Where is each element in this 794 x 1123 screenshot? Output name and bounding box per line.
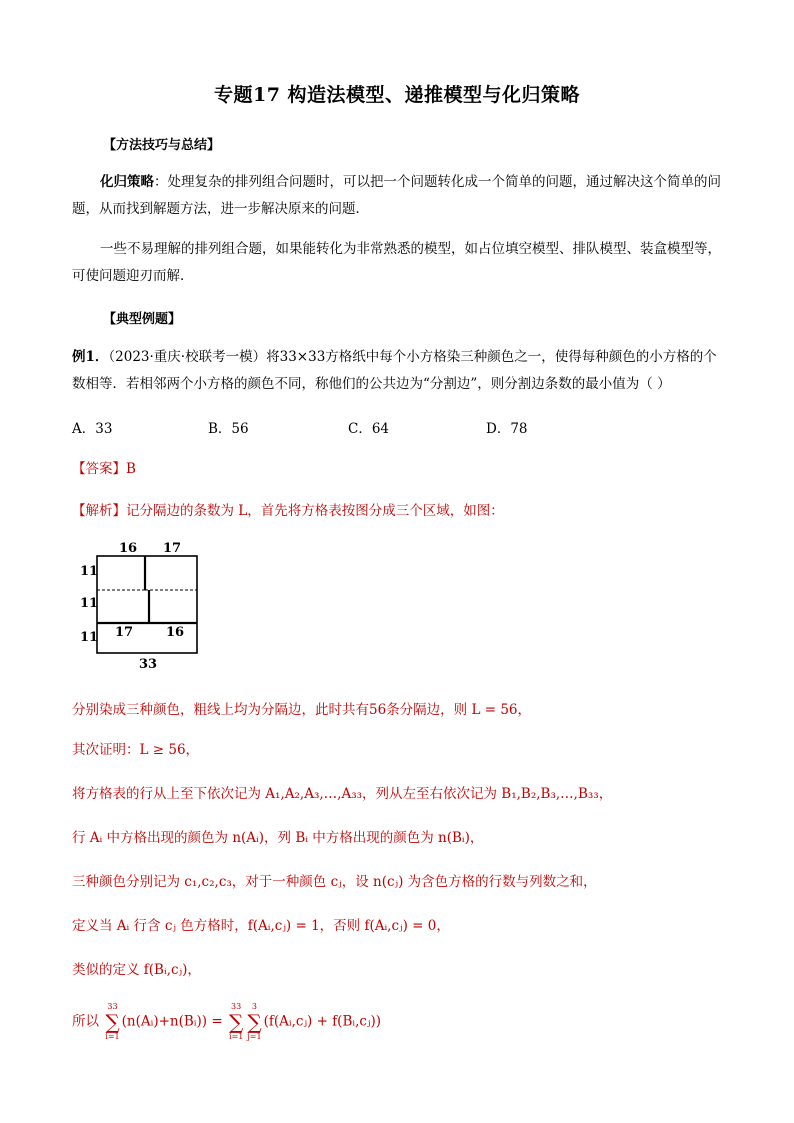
sum-over-j [247,1002,261,1042]
paragraph-reduction-strategy [72,169,724,223]
example-text: 将33×33方格纸中每个小方格染三种颜色之一，使得每种颜色的小方格的个数相等．若相邻两个小方格的颜色不同，称他们的公共边为“分割边”，则分割边条数的最小值为（ ） [72,349,717,392]
answer-line [72,457,136,477]
label-top-right: 17 [163,541,182,556]
term-reduction-strategy: 化归策略 [100,174,154,190]
solution-line-4: 行 Aᵢ 中方格出现的颜色为 n(Aᵢ)，列 Bᵢ 中方格出现的颜色为 n(Bᵢ)， [72,830,484,846]
sum-lower-limit-i: i=1 [228,1032,244,1041]
option-b: B．56 [208,421,249,437]
paragraph-reduction-text: ：处理复杂的排列组合问题时，可以把一个问题转化成一个简单的问题，通过解决这个简单的问题，从而找到解题方法，进一步解决原来的问题． [72,174,721,217]
option-d: D．78 [486,421,528,437]
label-left-3: 11 [80,630,99,645]
sum-upper-limit-j: 3 [251,1002,258,1011]
analysis-tag: 【解析】 [72,503,126,519]
label-left-1: 11 [80,564,99,579]
sigma-icon: ∑ [229,1010,244,1034]
analysis-text: 记分隔边的条数为 L，首先将方格表按图分成三个区域，如图： [126,503,504,519]
label-bottom-right: 16 [166,625,185,640]
option-c: C．64 [348,421,390,437]
label-top-left: 16 [119,541,138,556]
answer-value: B [126,461,136,477]
grid-partition-figure [78,540,208,676]
solution-line-3: 将方格表的行从上至下依次记为 A₁,A₂,A₃,…,A₃₃，列从左至右依次记为 B₁,B₂,B₃,…,B₃₃， [72,786,613,802]
sum-upper-limit-i: 33 [231,1002,242,1011]
label-left-2: 11 [80,596,99,611]
example-label: 例1． [72,349,109,365]
line8-expr-right: (f(Aᵢ,cⱼ) + f(Bᵢ,cⱼ)) [263,1013,382,1030]
sigma-icon: ∑ [247,1010,262,1034]
solution-line-8 [72,1002,381,1042]
answer-tag: 【答案】 [72,461,126,477]
sum-lower-limit-left: i=1 [105,1032,120,1041]
sum-over-i-right [229,1002,243,1042]
solution-line-7: 类似的定义 f(Bᵢ,cⱼ)， [72,962,201,978]
paragraph-models: 一些不易理解的排列组合题，如果能转化为非常熟悉的模型，如占位填空模型、排队模型、装盒模型等，可使问题迎刃而解． [72,241,721,284]
label-bottom-left: 17 [115,625,134,640]
sum-lower-limit-j: j=1 [247,1032,262,1041]
solution-line-1: 分别染成三种颜色，粗线上均为分隔边，此时共有56条分隔边，则 L = 56， [72,702,532,718]
section-heading-examples: 【典型例题】 [103,312,182,327]
page-title: 专题17 构造法模型、递推模型与化归策略 [213,84,581,106]
option-a: A．33 [72,421,113,437]
solution-line-2: 其次证明：L ≥ 56， [72,742,200,758]
sigma-icon: ∑ [105,1010,120,1034]
solution-line-5: 三种颜色分别记为 c₁,c₂,c₃，对于一种颜色 cⱼ，设 n(cⱼ) 为含色方格的行数与列数之和， [72,874,597,890]
example-source: （2023·重庆·校联考一模） [108,349,267,365]
sum-over-i-left [105,1002,119,1042]
section-heading-methods: 【方法技巧与总结】 [103,138,221,153]
solution-line-6: 定义当 Aᵢ 行含 cⱼ 色方格时，f(Aᵢ,cⱼ) = 1，否则 f(Aᵢ,cⱼ) = 0， [72,918,450,934]
analysis-line [72,499,504,519]
line8-expr-left: (n(Aᵢ)+n(Bᵢ)) = [121,1013,223,1030]
example-question [72,344,724,398]
line8-prefix: 所以 [72,1013,99,1030]
sum-upper-limit-left: 33 [107,1002,118,1011]
label-bottom: 33 [139,657,158,672]
